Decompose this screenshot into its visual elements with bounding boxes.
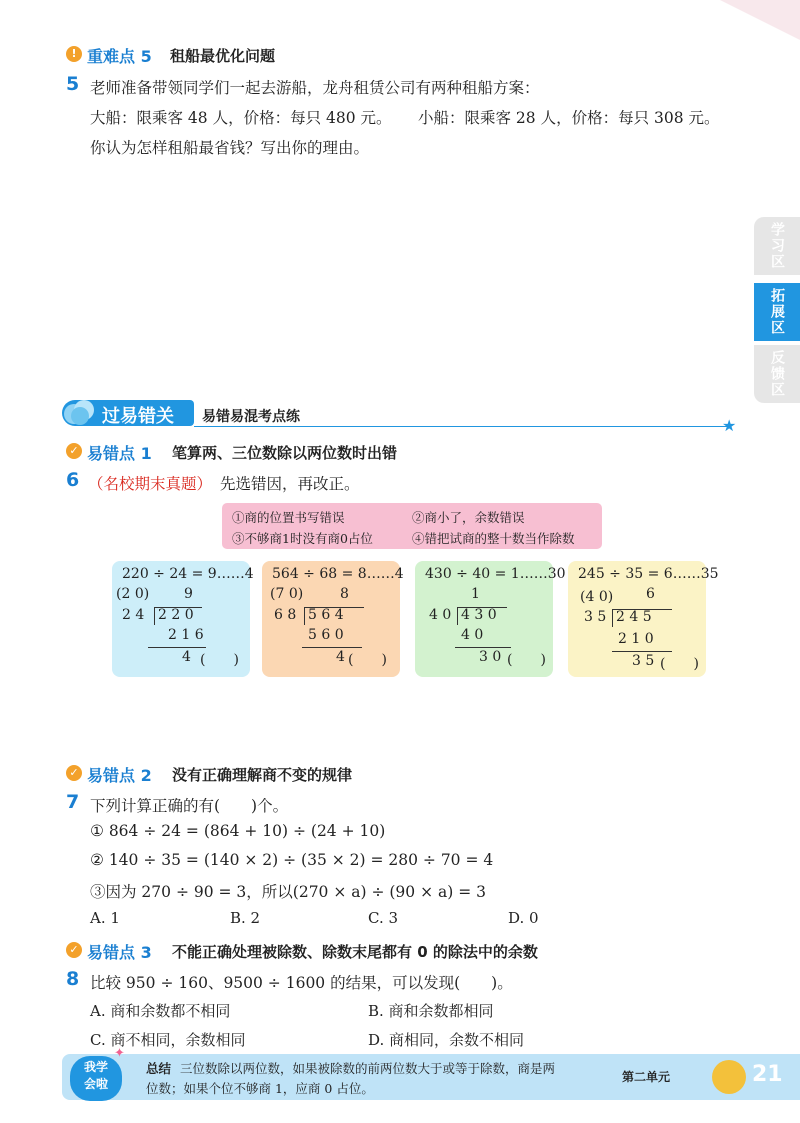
- footer-label: 总结: [146, 1061, 172, 1076]
- error-point-title: 易错点 1: [87, 444, 152, 463]
- banner-subtitle: 易错易混考点练: [202, 409, 300, 425]
- option-b[interactable]: B. 2: [230, 909, 261, 927]
- error-point-title: 易错点 3: [87, 943, 152, 962]
- q5-line3: 你认为怎样租船最省钱？写出你的理由。: [90, 139, 370, 157]
- star-icon: ★: [722, 416, 737, 435]
- divisor: 2 4: [122, 607, 145, 623]
- error-point-desc: 笔算两、三位数除以两位数时出错: [172, 444, 398, 462]
- option-d[interactable]: D. 商相同，余数不相同: [368, 1031, 525, 1049]
- remainder: 4: [336, 649, 345, 665]
- question-number: 5: [66, 73, 80, 95]
- star-icon: ✦: [114, 1046, 125, 1061]
- tab-expand-area[interactable]: 拓展区: [754, 283, 800, 341]
- question-number: 6: [66, 469, 80, 491]
- q5-big-boat: 大船：限乘客 48 人，价格：每只 480 元。: [90, 109, 392, 127]
- key-point-badge: !: [66, 46, 82, 62]
- answer-blank[interactable]: ( ): [660, 656, 699, 672]
- trial-divisor-hint: (2 0): [116, 586, 150, 602]
- tab-feedback-area[interactable]: 反馈区: [754, 345, 800, 403]
- divisor: 6 8: [274, 607, 297, 623]
- division-card: [262, 561, 404, 677]
- remainder: 4: [182, 649, 191, 665]
- remainder: 3 0: [479, 649, 502, 665]
- corner-decoration: [680, 0, 800, 60]
- error-reasons-box: [222, 503, 602, 549]
- division-bracket: [612, 609, 613, 627]
- footer-logo: [70, 1056, 122, 1101]
- q7-item: ② 140 ÷ 35 = (140 × 2) ÷ (35 × 2) = 280 ÷ 70 = 4: [90, 851, 494, 869]
- key-point-desc: 租船最优化问题: [170, 47, 276, 65]
- question-number: 8: [66, 968, 80, 990]
- q7-item: ① 864 ÷ 24 = (864 + 10) ÷ (24 + 10): [90, 822, 386, 840]
- error-point-desc: 不能正确处理被除数、除数末尾都有 0 的除法中的余数: [172, 943, 538, 961]
- q6-source-tag: （名校期末真题）: [88, 475, 213, 493]
- option-c[interactable]: C. 3: [368, 909, 399, 927]
- division-card: [568, 561, 719, 677]
- trial-divisor-hint: (7 0): [270, 586, 304, 602]
- division-bracket: [457, 607, 458, 625]
- subtraction-line: [302, 647, 362, 648]
- reason-item: ③不够商1时没有商0占位: [232, 531, 373, 546]
- division-bracket: [304, 607, 305, 625]
- logo-line: 会啦: [83, 1077, 108, 1091]
- reason-item: ②商小了，余数错误: [412, 510, 525, 525]
- option-a[interactable]: A. 1: [90, 909, 120, 927]
- q7-item: ③因为 270 ÷ 90 = 3，所以(270 × a) ÷ (90 × a) = 3: [90, 883, 486, 901]
- error-point-badge: ✓: [66, 942, 82, 958]
- q6-instruction: 先选错因，再改正。: [220, 475, 360, 493]
- quotient: 1: [471, 586, 480, 602]
- card-equation: 430 ÷ 40 = 1……30: [425, 566, 566, 582]
- key-point-title: 重难点 5: [87, 47, 152, 66]
- answer-blank[interactable]: ( ): [348, 652, 387, 668]
- product: 2 1 6: [168, 627, 204, 643]
- tab-study-area[interactable]: 学习区: [754, 217, 800, 275]
- footer-text: 位数；如果个位不够商 1，应商 0 占位。: [146, 1081, 374, 1096]
- subtraction-line: [455, 647, 511, 648]
- option-b[interactable]: B. 商和余数都相同: [368, 1002, 494, 1020]
- banner-title: 过易错关: [102, 406, 174, 427]
- dividend: 5 6 4: [308, 607, 344, 623]
- product: 2 1 0: [618, 631, 654, 647]
- q7-stem: 下列计算正确的有( )个。: [90, 797, 289, 815]
- error-point-badge: ✓: [66, 443, 82, 459]
- cloud-icon: [62, 396, 98, 428]
- subtraction-line: [612, 651, 672, 652]
- quotient: 6: [646, 586, 655, 602]
- quotient: 8: [340, 586, 349, 602]
- divisor: 4 0: [429, 607, 452, 623]
- quotient: 9: [184, 586, 193, 602]
- dividend: 2 2 0: [158, 607, 194, 623]
- logo-line: 我学: [83, 1060, 108, 1074]
- division-card: [415, 561, 566, 677]
- answer-blank[interactable]: ( ): [507, 652, 546, 668]
- option-c[interactable]: C. 商不相同，余数相同: [90, 1031, 246, 1049]
- q5-line1: 老师准备带领同学们一起去游船，龙舟租赁公司有两种租船方案：: [90, 79, 540, 97]
- remainder: 3 5: [632, 653, 655, 669]
- banner-underline: [194, 426, 730, 427]
- card-equation: 564 ÷ 68 = 8……4: [272, 566, 404, 582]
- dividend: 2 4 5: [616, 609, 652, 625]
- footer-summary: [62, 1046, 800, 1100]
- error-point-badge: ✓: [66, 765, 82, 781]
- reason-item: ④错把试商的整十数当作除数: [412, 531, 575, 546]
- division-bracket: [154, 607, 155, 625]
- answer-blank[interactable]: ( ): [200, 652, 239, 668]
- page-number: 21: [752, 1062, 783, 1087]
- q8-stem: 比较 950 ÷ 160、9500 ÷ 1600 的结果，可以发现( )。: [90, 974, 513, 992]
- dividend: 4 3 0: [461, 607, 497, 623]
- error-point-desc: 没有正确理解商不变的规律: [172, 766, 353, 784]
- unit-label: 第二单元: [622, 1070, 671, 1084]
- card-equation: 220 ÷ 24 = 9……4: [122, 566, 254, 582]
- product: 4 0: [461, 627, 484, 643]
- question-number: 7: [66, 791, 80, 813]
- card-equation: 245 ÷ 35 = 6……35: [578, 566, 719, 582]
- product: 5 6 0: [308, 627, 344, 643]
- division-card: [112, 561, 254, 677]
- mascot-icon: [712, 1060, 746, 1094]
- q5-small-boat: 小船：限乘客 28 人，价格：每只 308 元。: [418, 109, 720, 127]
- trial-divisor-hint: (4 0): [580, 589, 614, 605]
- option-a[interactable]: A. 商和余数都不相同: [90, 1002, 231, 1020]
- reason-item: ①商的位置书写错误: [232, 510, 345, 525]
- divisor: 3 5: [584, 609, 607, 625]
- error-point-title: 易错点 2: [87, 766, 152, 785]
- subtraction-line: [148, 647, 206, 648]
- section-banner: [62, 398, 742, 435]
- footer-text: 三位数除以两位数，如果被除数的前两位数大于或等于除数，商是两: [180, 1061, 556, 1076]
- option-d[interactable]: D. 0: [508, 909, 539, 927]
